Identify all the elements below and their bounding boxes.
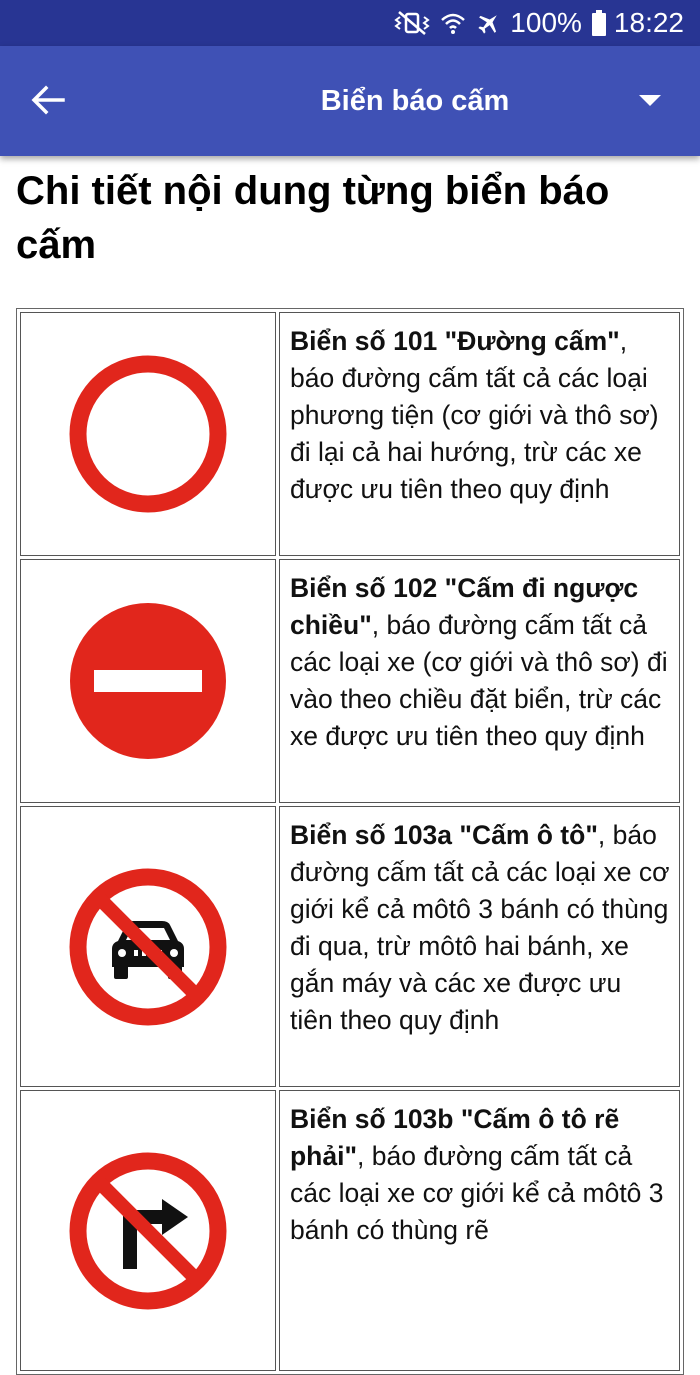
- sign-description: , báo đường cấm tất cả các loại xe cơ giới kể cả môtô 3 bánh có thùng rẽ: [290, 1141, 664, 1245]
- table-row: [20, 312, 680, 556]
- sign-title: Biển số 103b "Cấm ô tô rẽ phải": [290, 1104, 620, 1171]
- battery-percent: 100%: [510, 7, 582, 38]
- no-entry-road-sign-icon: [68, 354, 228, 514]
- signs-table: [16, 308, 684, 1375]
- sign-image-cell: [20, 1090, 276, 1371]
- sign-description-cell: [279, 1090, 680, 1371]
- sign-description-cell: [279, 806, 680, 1087]
- table-row: [20, 559, 680, 803]
- sign-title: Biển số 103a "Cấm ô tô": [290, 820, 598, 850]
- sign-image-cell: [20, 559, 276, 803]
- app-bar: [0, 46, 700, 156]
- airplane-mode-icon: [476, 10, 502, 36]
- table-row: [20, 1090, 680, 1371]
- app-bar-title: Biển báo cấm: [320, 84, 510, 117]
- status-bar: [0, 0, 700, 46]
- page-content: [0, 156, 700, 1245]
- dropdown-menu-button[interactable]: [630, 86, 670, 116]
- page-heading: Chi tiết nội dung từng biển báo cấm: [16, 169, 610, 267]
- no-cars-sign-icon: [68, 867, 228, 1027]
- wifi-icon: [440, 10, 466, 36]
- dropdown-triangle-icon: [639, 95, 661, 107]
- sign-description-cell: [279, 559, 680, 803]
- vibrate-mute-icon: [394, 10, 430, 36]
- sign-description: , báo đường cấm tất cả các loại phương tiện (cơ giới và thô sơ) đi lại cả hai hướng, trừ các xe được ưu tiên theo quy định: [290, 326, 659, 504]
- sign-image-cell: [20, 312, 276, 556]
- sign-image-cell: [20, 806, 276, 1087]
- no-entry-one-way-sign-icon: [68, 601, 228, 761]
- battery-icon: [592, 10, 606, 36]
- no-right-turn-cars-sign-icon: [68, 1151, 228, 1311]
- sign-title: Biển số 102 "Cấm đi ngược chiều": [290, 573, 639, 640]
- table-row: [20, 806, 680, 1087]
- sign-title: Biển số 101 "Đường cấm": [290, 326, 620, 356]
- sign-description-cell: [279, 312, 680, 556]
- sign-description: , báo đường cấm tất cả các loại xe cơ giới kể cả môtô 3 bánh có thùng đi qua, trừ môtô hai bánh, xe gắn máy và các xe được ưu tiên theo quy định: [290, 820, 670, 1035]
- sign-description: , báo đường cấm tất cả các loại xe (cơ giới và thô sơ) đi vào theo chiều đặt biển, trừ các xe được ưu tiên theo quy định: [290, 610, 668, 751]
- clock: 18:22: [613, 7, 684, 38]
